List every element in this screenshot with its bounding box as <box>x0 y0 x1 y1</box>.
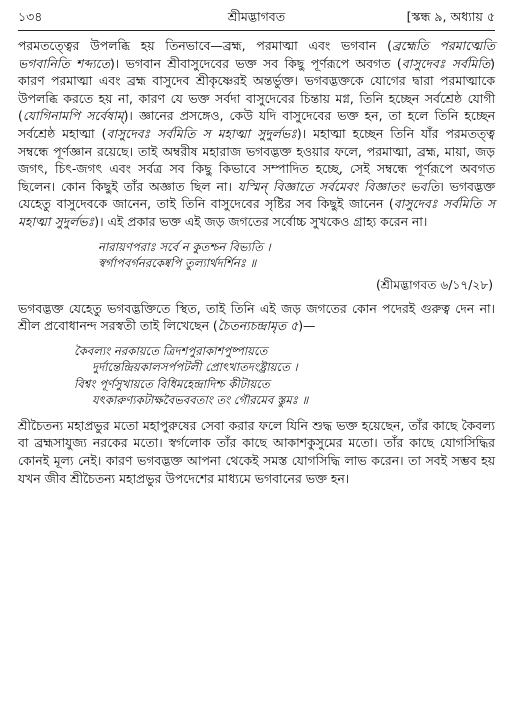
verse-line: স্বর্গাপবর্গনরকেষ্বপি তুল্যার্থদর্শিনঃ ॥ <box>98 256 257 271</box>
purport-paragraph-2 <box>18 300 495 335</box>
verse-line: যৎকারুণ্যকটাক্ষবৈভববতাং তং গৌরমেব স্তুমঃ ॥ <box>92 393 309 408</box>
text-run: )। ভগবান শ্রীবাসুদেবের ভক্ত সব কিছু পূর্ণরূপে অবগত ( <box>109 55 402 71</box>
text-run: )। জ্ঞানের প্রসঙ্গেও, কেউ যদি বাসুদেবের ভক্ত হন, তা হলে তিনি হচ্ছেন সর্বশ্রেষ্ঠ মহাত্মা ( <box>18 108 495 141</box>
purport-paragraph-3: শ্রীচৈতন্য মহাপ্রভুর মতো মহাপুরুষের সেবা করার ফলে যিনি শুদ্ধ ভক্ত হয়েছেন, তাঁর কাছে কৈবল্য বা ব্রহ্মসাযুজ্য নরকের মতো। স্বর্গলোক তাঁর কাছে আকাশকুসুমের মতো। তাঁর কাছে যোগসিদ্ধির কোনই মূল্য নেই। কারণ ভগবদ্ভক্ত আপনা থেকেই সমস্ত যোগসিদ্ধি লাভ করেন। তা সবই সম্ভব হয় যখন জীব শ্রীচৈতন্য মহাপ্রভুর উপদেশের মাধ্যমে ভগবানের ভক্ত হন। <box>18 417 495 486</box>
sanskrit-quote: বাসুদেবঃ সর্বমিতি <box>401 55 491 71</box>
text-run: )। মহাত্মা হচ্ছেন তিনি যাঁর পরমতত্ত্ব সম্বন্ধে পূর্ণজ্ঞান রয়েছে। তাই অম্বরীষ মহারাজ ভগবদ্ভক্ত হওয়ার ফলে, পরমাত্মা, ব্রহ্ম, মায়া, জড় জগৎ, চিৎ-জগৎ এবং সর্বত্র সব কিছু কিভাবে সম্পাদিত হচ্ছে, সেই সম্বন্ধে পূর্ণরূপে অবগত ছিলেন। কোন কিছুই তাঁর অজ্ঞাত ছিল না। <box>18 125 495 194</box>
text-run: ) কারণ পরমাত্মা এবং ব্রহ্ম বাসুদেব শ্রীকৃষ্ণেরই অন্তর্ভুক্ত। ভগবদ্ভক্তকে যোগের দ্বারা পরমাত্মাকে উপলব্ধি করতে হয় না, কারণ যে ভক্ত সর্বদা বাসুদেবের চিন্তায় মগ্ন, তিনি হচ্ছেন সর্বশ্রেষ্ঠ যোগী ( <box>18 55 496 124</box>
verse-citation: (শ্রীমদ্ভাগবত ৬/১৭/২৮) <box>375 277 493 292</box>
sanskrit-quote: যোগিনামপি সর্বেষাম্ <box>22 108 124 124</box>
text-run: ভগবদ্ভক্ত যেহেতু ভগবদ্ভক্তিতে স্থিত, তাই তিনি এই জড় জগতের কোন পদেরই গুরুত্ব দেন না। শ্রীল প্রবোধানন্দ সরস্বতী তাই লিখেছেন ( <box>18 300 495 334</box>
running-title: শ্রীমদ্ভাগবত <box>227 9 286 24</box>
verse-line: দুর্দান্তেন্দ্রিয়কালসর্পপটলী প্রোৎখাতদংষ্ট্রায়তে । <box>92 360 298 375</box>
sanskrit-verse-2 <box>18 343 495 409</box>
sanskrit-verse-1 <box>18 239 495 272</box>
sanskrit-quote: বাসুদেবঃ সর্বমিতি স মহাত্মা সুদুর্লভঃ <box>18 196 496 229</box>
text-run: )। এই প্রকার ভক্ত এই জড় জগতের সর্বোচ্চ সুখকেও গ্রাহ্য করেন না। <box>94 213 428 229</box>
sanskrit-quote: ব্রহ্মেতি পরমাত্মেতি ভগবানিতি শব্দ্যতে <box>18 38 495 71</box>
purport-paragraph-1 <box>18 37 495 231</box>
verse-line: বিশ্বং পূর্ণসুখায়তে বিধিমহেন্দ্রাদিশ্চ কীটায়তে <box>74 376 270 391</box>
text-run: পরমতত্ত্বের উপলব্ধি হয় তিনভাবে—ব্রহ্ম, পরমাত্মা এবং ভগবান ( <box>18 38 392 53</box>
page-number: ১৩৪ <box>18 9 43 24</box>
text-run: । ভগবদ্ভক্ত যেহেতু বাসুদেবকে জানেন, তাই তিনি বাসুদেবের সৃষ্টির সব কিছুই জানেন ( <box>18 178 495 212</box>
book-reference: চৈতন্যচন্দ্রামৃত ৫ <box>217 318 299 334</box>
section-reference: [স্কন্ধ ৯, অধ্যায় ৫ <box>406 9 495 24</box>
sanskrit-quote: বাসুদেবঃ সর্বমিতি স মহাত্মা সুদুর্লভঃ <box>106 125 297 141</box>
text-run: )— <box>298 318 316 334</box>
header-rule <box>18 30 495 31</box>
verse-line: কৈবল্যং নরকায়তে ত্রিদশপুরাকাশপুষ্পায়তে <box>74 343 268 358</box>
page-header <box>18 6 495 28</box>
verse-line: নারায়ণপরাঃ সর্বে ন কুতশ্চন বিভ্যতি । <box>98 239 271 254</box>
sanskrit-quote: যস্মিন্ বিজ্ঞাতে সর্বমেবং বিজ্ঞাতং ভবতি <box>237 178 440 194</box>
